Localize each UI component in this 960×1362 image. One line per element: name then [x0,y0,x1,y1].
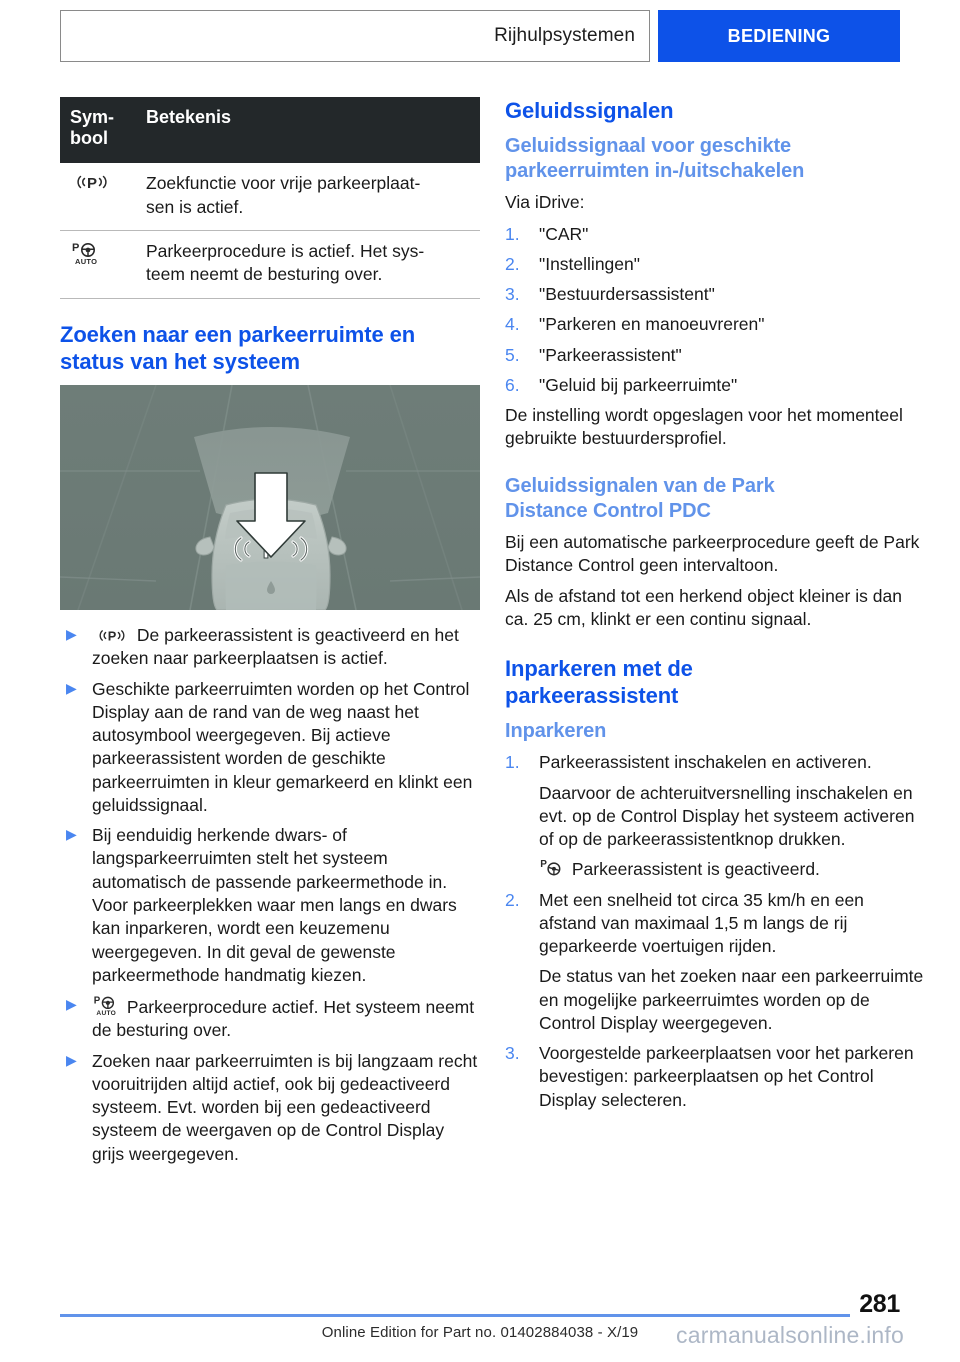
triangle-bullet-icon: ▶ [66,826,77,843]
page-footer [60,1282,904,1362]
table-header-row [60,97,480,163]
heading-geluidssignaal-inuitschakelen: Geluidssignaal voor geschikte parkeerruimten in-/uitschakelen [505,135,805,183]
col-header-symbol [60,97,134,163]
step-number: 6. [505,374,520,395]
heading-pdc-geluidssignalen: Geluidssignalen van de Park Distance Control PDC [505,474,775,522]
left-column [60,97,480,1173]
list-item-text: "Parkeren en manoeuvreren" [539,314,765,335]
list-item [60,1050,480,1166]
edition-notice: Online Edition for Part no. 01402884038 - X/19 [321,1324,639,1341]
parking-auto-steering-icon [92,994,122,1017]
step-status-text: Parkeerassistent is geactiveerd. [571,859,820,880]
heading-zoeken-naar-parkeerruimte: Zoeken naar een parkeerruimte en status van het systeem [60,321,416,374]
list-item-text: De parkeerassistent is geactiveerd en het zoeken naar parkeerplaatsen is actief. [92,625,459,669]
cell-symbol [60,163,134,230]
step-number: 3. [505,1043,520,1064]
step-number: 5. [505,344,520,365]
status-bullet-list [60,624,480,1166]
right-column [505,97,925,1119]
svg-text:P: P [86,175,98,193]
svg-text:P: P [107,628,117,644]
idrive-steps-list [505,223,925,398]
table-row [60,163,480,230]
step-number: 1. [505,752,520,773]
list-item [505,374,925,397]
list-item [60,994,480,1043]
step-sub-text: Daarvoor de achteruitversnelling inschakelen en evt. op de Control Display het systeem activeren of op de parkeerassistentknop drukken. [539,782,915,850]
parking-search-illustration [60,385,480,610]
list-item [505,313,925,336]
step-number: 1. [505,223,520,244]
step-number: 2. [505,889,520,910]
list-item [505,751,925,881]
list-item [60,678,480,818]
col-header-symbol-line1: Sym- [70,107,115,127]
list-item [505,223,925,246]
parking-auto-steering-icon [70,240,104,266]
list-item [505,1042,925,1112]
heading-geluidssignalen: Geluidssignalen [505,98,674,123]
header-chapter-label: Rijhulpsystemen [494,25,635,46]
table-row [60,231,480,299]
spacer [505,459,925,474]
parking-wave-icon [70,172,114,193]
triangle-bullet-icon: ▶ [66,996,77,1013]
page-header [60,10,900,62]
spacer [505,640,925,655]
list-item [505,344,925,367]
list-item-text: Geschikte parkeerruimten worden op het Control Display aan de rand van de weg naast het autosymbool weergegeven. Bij actieve parkeerassistent worden de geschikte parkeerruimten in kleur gemarkeerd en klinkt een geluidssignaal. [92,678,473,815]
list-item-text: Parkeerassistent inschakelen en activeren. [539,752,872,773]
list-item [505,253,925,276]
symbol-meaning-table [60,97,480,299]
table-body [60,163,480,298]
step-status-line [539,858,925,881]
header-section-badge [658,10,900,62]
table-header [60,97,480,163]
header-chapter-title [60,10,650,62]
triangle-bullet-icon: ▶ [66,626,77,643]
list-item-text: Voorgestelde parkeerplaatsen voor het parkeren bevestigen: parkeerplaatsen op het Control Display selecteren. [539,1043,914,1110]
list-item-text: Met een snelheid tot circa 35 km/h en een afstand van maximaal 1,5 m langs de rij geparkeerde voertuigen rijden. [539,889,864,957]
pdc-paragraph-2: Als de afstand tot een herkend object kleiner is dan ca. 25 cm, klinkt er een continu signaal. [505,586,902,630]
footer-divider [60,1314,850,1317]
svg-text:P: P [93,995,101,1007]
triangle-bullet-icon: ▶ [66,679,77,696]
list-item [60,624,480,671]
list-item [505,889,925,1036]
heading-inparkeren-met-parkeerassistent: Inparkeren met de parkeerassistent [505,655,693,708]
inparkeren-steps-list [505,751,925,1112]
idrive-note: De instelling wordt opgeslagen voor het momenteel gebruikte bestuurdersprofiel. [505,405,903,449]
step-number: 4. [505,314,520,335]
spacer [60,299,480,321]
header-section-label: BEDIENING [727,25,831,46]
step-sub-text: De status van het zoeken naar een parkeerruimte en mogelijke parkeerruimtes worden op de Control Display weergegeven. [539,966,924,1033]
svg-text:P: P [72,242,80,254]
list-item-text: Bij eenduidig herkende dwars- of langsparkeerruimten stelt het systeem automatisch de passende parkeermethode in. Voor parkeerplekken waar men langs en dwars kan inparkeren, wordt een keuzemenu weergegeven. In dit geval de gewenste parkeermethode handmatig kiezen. [92,825,457,985]
svg-text:AUTO: AUTO [96,1010,117,1018]
svg-text:AUTO: AUTO [75,257,98,266]
step-number: 2. [505,253,520,274]
list-item-text: "CAR" [539,223,589,244]
site-watermark: carmanualsonline.info [676,1322,904,1348]
parking-steering-icon [539,858,567,879]
list-item [60,824,480,987]
triangle-bullet-icon: ▶ [66,1051,77,1068]
list-item [505,283,925,306]
parking-wave-icon [92,627,132,645]
list-item-text: "Instellingen" [539,253,640,274]
heading-inparkeren: Inparkeren [505,720,607,743]
list-item-text: "Geluid bij parkeerruimte" [539,374,738,395]
svg-text:P: P [540,859,547,871]
page-number: 281 [859,1290,900,1318]
cell-symbol [60,231,134,299]
list-item-text: Zoeken naar parkeerruimten is bij langzaam recht vooruitrijden altijd actief, ook bij gedeactiveerd systeem. Evt. worden bij een gedeactiveerd systeem de weergaven op de Control Display grijs weergegeven. [92,1050,478,1164]
step-number: 3. [505,284,520,305]
list-item-text: Parkeerprocedure actief. Het systeem neemt de besturing over. [92,997,475,1041]
list-item-text: "Parkeerassistent" [539,344,682,365]
cell-meaning: Parkeerprocedure is actief. Het sys- teem neemt de besturing over. [134,231,480,299]
col-header-meaning: Betekenis [134,97,480,163]
cell-meaning: Zoekfunctie voor vrije parkeerplaat- sen is actief. [134,163,480,230]
via-idrive-text: Via iDrive: [505,192,585,213]
col-header-symbol-line2: bool [70,128,108,149]
pdc-paragraph-1: Bij een automatische parkeerprocedure geeft de Park Distance Control geen intervaltoon. [505,531,920,575]
list-item-text: "Bestuurdersassistent" [539,284,715,305]
